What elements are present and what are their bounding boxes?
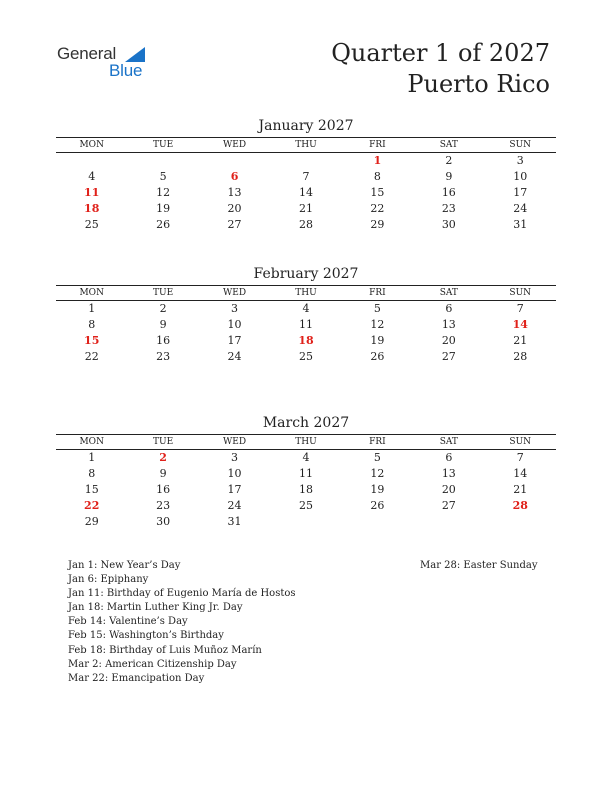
day-cell: 5 <box>373 451 381 464</box>
empty-day-cell <box>342 514 413 530</box>
weekday-header: FRI <box>369 140 386 150</box>
day-cell: 4 <box>302 302 310 315</box>
day-cell: 1 <box>88 451 96 464</box>
day-cell: 20 <box>441 483 456 496</box>
day-cell: 28 <box>298 218 313 231</box>
day-cell: 12 <box>156 186 171 199</box>
day-cell: 30 <box>441 218 456 231</box>
day-cell: 8 <box>88 318 96 331</box>
day-cell: 19 <box>156 202 171 215</box>
week-row <box>56 217 556 233</box>
day-cell: 14 <box>512 318 528 331</box>
weekday-header: SUN <box>509 437 532 447</box>
day-cell: 1 <box>88 302 96 315</box>
holiday-item: Feb 14: Valentine’s Day <box>68 616 188 628</box>
weekday-header: FRI <box>369 288 386 298</box>
day-cell: 31 <box>513 218 528 231</box>
day-cell: 10 <box>513 170 528 183</box>
week-row <box>56 498 556 514</box>
quarter-title: Quarter 1 of 2027 <box>331 39 550 67</box>
weekday-header: TUE <box>153 288 174 298</box>
holiday-item: Mar 2: American Citizenship Day <box>68 658 237 670</box>
day-cell: 24 <box>227 350 242 363</box>
week-row <box>56 514 556 530</box>
day-cell: 11 <box>298 318 313 331</box>
day-cell: 30 <box>156 515 171 528</box>
weekday-header: TUE <box>153 140 174 150</box>
day-cell: 15 <box>84 334 100 347</box>
empty-day-cell <box>56 153 127 169</box>
day-cell: 9 <box>159 467 167 480</box>
weekday-header: SAT <box>439 288 458 298</box>
empty-day-cell <box>199 153 270 169</box>
day-cell: 5 <box>159 170 167 183</box>
empty-day-cell <box>485 514 556 530</box>
day-cell: 14 <box>513 467 528 480</box>
day-cell: 10 <box>227 467 242 480</box>
day-cell: 21 <box>298 202 313 215</box>
weekday-header: SAT <box>439 140 458 150</box>
day-cell: 6 <box>445 451 453 464</box>
day-cell: 3 <box>231 451 239 464</box>
week-row <box>56 317 556 333</box>
week-row <box>56 301 556 317</box>
day-cell: 5 <box>373 302 381 315</box>
day-cell: 27 <box>441 499 456 512</box>
day-cell: 25 <box>298 499 313 512</box>
day-cell: 26 <box>370 499 385 512</box>
weekday-header: WED <box>223 140 247 150</box>
day-cell: 4 <box>302 451 310 464</box>
day-cell: 29 <box>84 515 99 528</box>
week-row <box>56 482 556 498</box>
day-cell: 22 <box>370 202 385 215</box>
day-cell: 2 <box>159 451 167 464</box>
weekday-header: WED <box>223 288 247 298</box>
day-cell: 17 <box>227 334 242 347</box>
week-row <box>56 466 556 482</box>
holiday-item: Mar 28: Easter Sunday <box>420 560 538 571</box>
day-cell: 7 <box>302 170 310 183</box>
day-cell: 20 <box>227 202 242 215</box>
day-cell: 8 <box>88 467 96 480</box>
day-cell: 25 <box>298 350 313 363</box>
day-cell: 26 <box>156 218 171 231</box>
day-cell: 20 <box>441 334 456 347</box>
weekday-header: MON <box>79 288 104 298</box>
day-cell: 15 <box>84 483 99 496</box>
day-cell: 21 <box>513 334 528 347</box>
day-cell: 13 <box>227 186 242 199</box>
day-cell: 11 <box>84 186 100 199</box>
week-row <box>56 349 556 365</box>
day-cell: 2 <box>159 302 167 315</box>
week-row <box>56 153 556 169</box>
day-cell: 23 <box>156 499 171 512</box>
weekday-header: SUN <box>509 288 532 298</box>
week-row <box>56 169 556 185</box>
holiday-list-left <box>68 559 296 686</box>
day-cell: 12 <box>370 318 385 331</box>
day-cell: 22 <box>84 499 100 512</box>
week-row <box>56 333 556 349</box>
day-cell: 22 <box>84 350 99 363</box>
weekday-header: THU <box>295 437 317 447</box>
holiday-item: Jan 1: New Year’s Day <box>68 560 181 571</box>
week-row <box>56 201 556 217</box>
day-cell: 23 <box>441 202 456 215</box>
logo-text-general: General <box>57 44 117 63</box>
weekday-header-row <box>56 434 556 450</box>
month-title: January 2027 <box>258 118 354 134</box>
day-cell: 28 <box>513 350 528 363</box>
weekday-header-row <box>56 137 556 153</box>
day-cell: 19 <box>370 334 385 347</box>
day-cell: 18 <box>298 483 313 496</box>
weekday-header: TUE <box>153 437 174 447</box>
country-title: Puerto Rico <box>407 70 550 98</box>
month-calendar-january <box>56 117 556 233</box>
holiday-item: Jan 18: Martin Luther King Jr. Day <box>68 602 243 614</box>
day-cell: 13 <box>441 467 456 480</box>
month-calendar-march <box>56 414 556 530</box>
holiday-item: Mar 22: Emancipation Day <box>68 672 205 684</box>
generalblue-logo <box>57 44 157 84</box>
empty-day-cell <box>270 514 341 530</box>
weekday-header: THU <box>295 140 317 150</box>
month-title: March 2027 <box>262 415 350 431</box>
day-cell: 11 <box>298 467 313 480</box>
day-cell: 7 <box>516 302 524 315</box>
day-cell: 3 <box>231 302 239 315</box>
day-cell: 29 <box>370 218 385 231</box>
holiday-item: Feb 15: Washington’s Birthday <box>68 630 224 642</box>
weekday-header: SUN <box>509 140 532 150</box>
weekday-header: SAT <box>439 437 458 447</box>
holiday-list-right <box>420 559 537 573</box>
day-cell: 17 <box>227 483 242 496</box>
week-row <box>56 185 556 201</box>
weekday-header-row <box>56 285 556 301</box>
weekday-header: FRI <box>369 437 386 447</box>
holiday-item: Jan 11: Birthday of Eugenio María de Hostos <box>68 588 296 600</box>
day-cell: 25 <box>84 218 99 231</box>
day-cell: 12 <box>370 467 385 480</box>
empty-day-cell <box>127 153 198 169</box>
weekday-header: WED <box>223 437 247 447</box>
month-title: February 2027 <box>253 266 359 282</box>
day-cell: 19 <box>370 483 385 496</box>
day-cell: 1 <box>373 154 382 167</box>
day-cell: 16 <box>156 334 171 347</box>
day-cell: 18 <box>298 334 314 347</box>
day-cell: 26 <box>370 350 385 363</box>
holiday-item: Feb 18: Birthday of Luis Muñoz Marín <box>68 644 262 656</box>
day-cell: 10 <box>227 318 242 331</box>
logo-text-blue: Blue <box>109 61 143 80</box>
day-cell: 28 <box>512 499 528 512</box>
day-cell: 27 <box>227 218 242 231</box>
day-cell: 6 <box>445 302 453 315</box>
day-cell: 31 <box>227 515 242 528</box>
day-cell: 13 <box>441 318 456 331</box>
day-cell: 21 <box>513 483 528 496</box>
day-cell: 3 <box>516 154 524 167</box>
holiday-item: Jan 6: Epiphany <box>68 574 149 586</box>
day-cell: 15 <box>370 186 385 199</box>
weekday-header: MON <box>79 437 104 447</box>
logo-flag-icon <box>125 47 145 62</box>
day-cell: 17 <box>513 186 528 199</box>
day-cell: 4 <box>88 170 96 183</box>
weekday-header: MON <box>79 140 104 150</box>
day-cell: 7 <box>516 451 524 464</box>
day-cell: 14 <box>298 186 313 199</box>
day-cell: 16 <box>441 186 456 199</box>
day-cell: 8 <box>373 170 381 183</box>
week-row <box>56 450 556 466</box>
day-cell: 24 <box>513 202 528 215</box>
day-cell: 24 <box>227 499 242 512</box>
day-cell: 9 <box>445 170 453 183</box>
day-cell: 27 <box>441 350 456 363</box>
day-cell: 16 <box>156 483 171 496</box>
empty-day-cell <box>413 514 484 530</box>
day-cell: 2 <box>445 154 453 167</box>
day-cell: 18 <box>84 202 100 215</box>
day-cell: 6 <box>230 170 239 183</box>
day-cell: 9 <box>159 318 167 331</box>
empty-day-cell <box>270 153 341 169</box>
page-title <box>331 38 550 100</box>
weekday-header: THU <box>295 288 317 298</box>
month-calendar-february <box>56 265 556 365</box>
day-cell: 23 <box>156 350 171 363</box>
